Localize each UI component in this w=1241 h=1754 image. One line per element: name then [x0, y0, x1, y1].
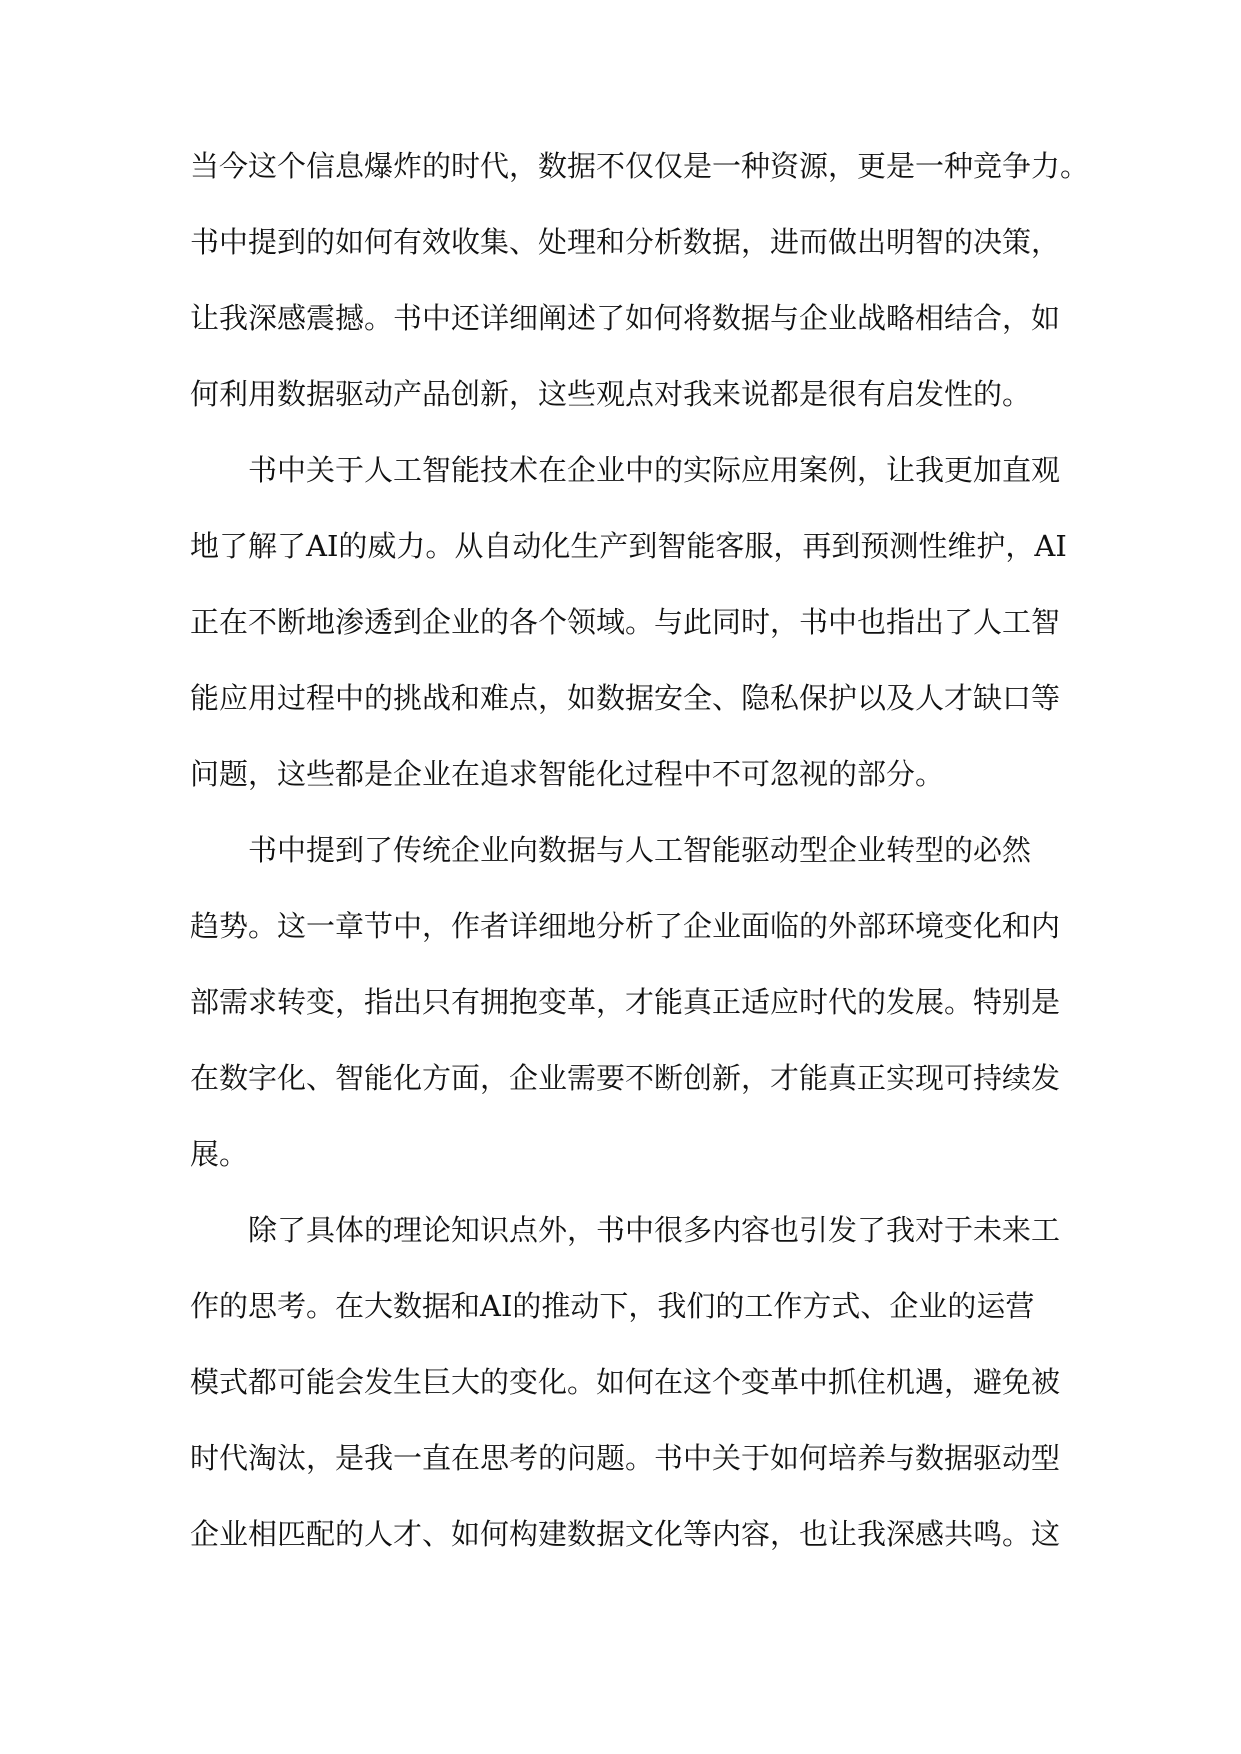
text-line: 能应用过程中的挑战和难点，如数据安全、隐私保护以及人才缺口等: [190, 681, 1061, 715]
text-line: 何利用数据驱动产品创新，这些观点对我来说都是很有启发性的。: [190, 377, 1032, 411]
text-line: 地了解了AI的威力。从自动化生产到智能客服，再到预测性维护，AI: [190, 529, 1067, 563]
text-line: 企业相匹配的人才、如何构建数据文化等内容，也让我深感共鸣。这: [190, 1517, 1061, 1551]
text-line: 展。: [190, 1137, 249, 1171]
text-line: 正在不断地渗透到企业的各个领域。与此同时，书中也指出了人工智: [190, 605, 1061, 639]
text-line: 部需求转变，指出只有拥抱变革，才能真正适应时代的发展。特别是: [190, 985, 1061, 1019]
paragraph-first-line: 书中提到了传统企业向数据与人工智能驱动型企业转型的必然: [248, 833, 1032, 867]
paragraph-first-line: 书中关于人工智能技术在企业中的实际应用案例，让我更加直观: [248, 453, 1061, 487]
text-line: 时代淘汰，是我一直在思考的问题。书中关于如何培养与数据驱动型: [190, 1441, 1061, 1475]
text-line: 书中提到的如何有效收集、处理和分析数据，进而做出明智的决策，: [190, 225, 1061, 259]
text-line: 在数字化、智能化方面，企业需要不断创新，才能真正实现可持续发: [190, 1061, 1061, 1095]
text-line: 模式都可能会发生巨大的变化。如何在这个变革中抓住机遇，避免被: [190, 1365, 1061, 1399]
text-line: 让我深感震撼。书中还详细阐述了如何将数据与企业战略相结合，如: [190, 301, 1061, 335]
text-line: 趋势。这一章节中，作者详细地分析了企业面临的外部环境变化和内: [190, 909, 1061, 943]
text-line: 当今这个信息爆炸的时代，数据不仅仅是一种资源，更是一种竞争力。: [190, 149, 1090, 183]
text-line: 问题，这些都是企业在追求智能化过程中不可忽视的部分。: [190, 757, 945, 791]
text-line: 作的思考。在大数据和AI的推动下，我们的工作方式、企业的运营: [190, 1289, 1035, 1323]
paragraph-first-line: 除了具体的理论知识点外，书中很多内容也引发了我对于未来工: [248, 1213, 1061, 1247]
